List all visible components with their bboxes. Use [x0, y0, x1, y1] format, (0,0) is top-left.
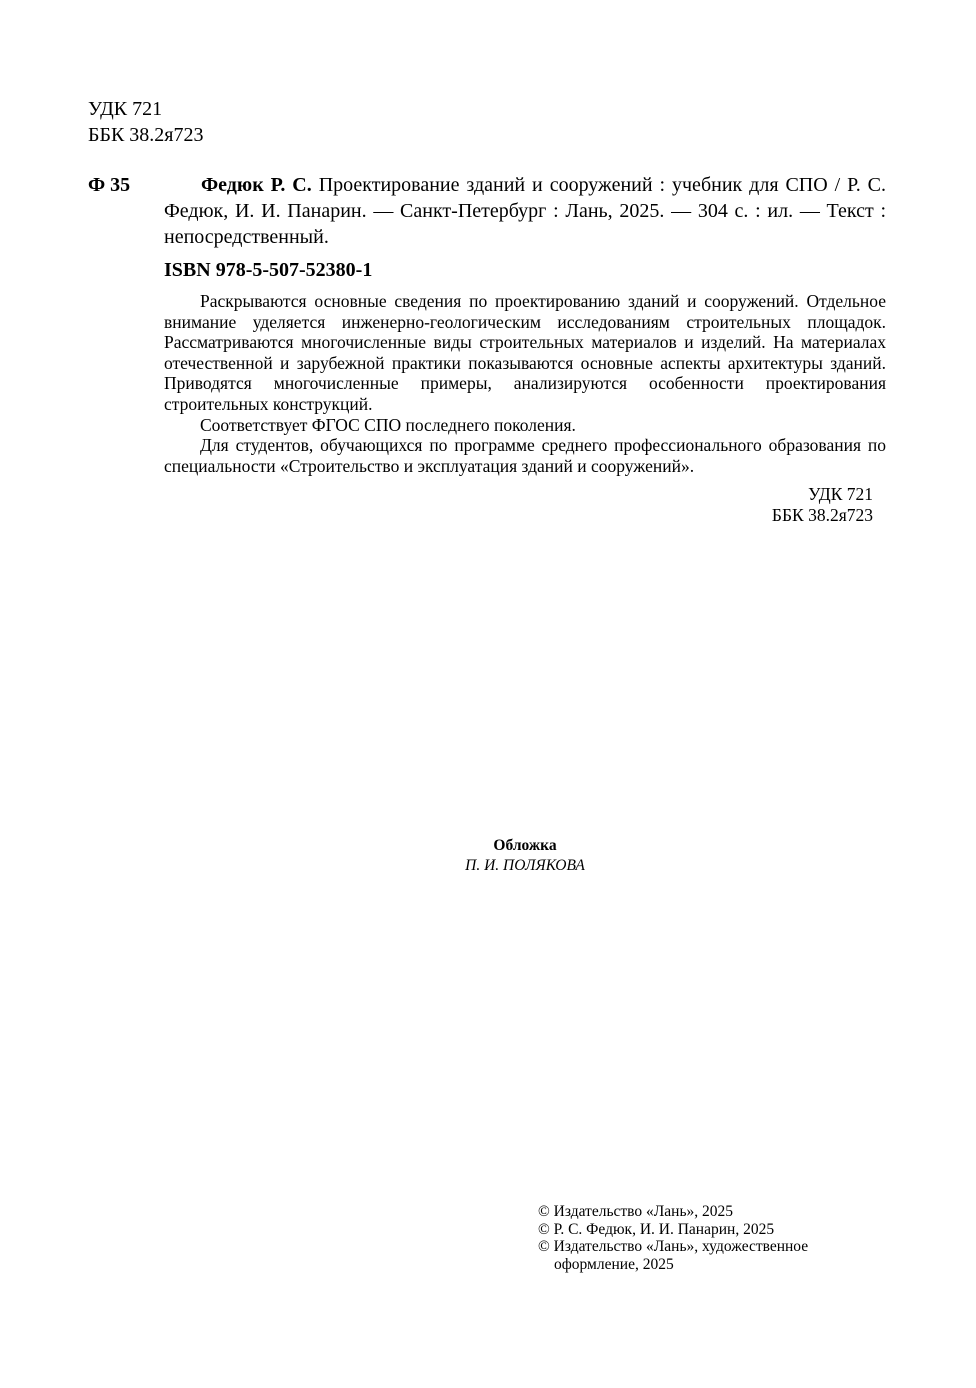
- isbn: ISBN 978-5-507-52380-1: [164, 259, 373, 281]
- udk-code: УДК 721: [808, 484, 873, 504]
- copyright-line: © Издательство «Лань», 2025: [538, 1203, 734, 1220]
- bbk-code: ББК 38.2я723: [88, 124, 204, 146]
- annotation-paragraph: Соответствует ФГОС СПО последнего поколения.: [200, 414, 576, 435]
- author-name: Федюк Р. С.: [201, 174, 312, 196]
- cover-credit: [400, 836, 650, 876]
- copyright-line: © Р. С. Федюк, И. И. Панарин, 2025: [538, 1220, 775, 1238]
- udk-code: УДК 721: [88, 98, 163, 120]
- copyright-line-continued: оформление, 2025: [554, 1255, 674, 1273]
- annotation: [164, 291, 886, 476]
- annotation-paragraph: Раскрываются основные сведения по проектированию зданий и сооружений. Отдельное внимание уделяется инженерно-геологическим исследованиям строительных площадок. Рассматриваются многочисленные виды строительных материалов и изделий. На материалах отечественной и зарубежной практики показываются основные аспекты архитектуры зданий. Приводятся многочисленные примеры, анализируются особенности проектирования строительных конструкций.: [164, 291, 886, 414]
- author-sign: Ф 35: [88, 174, 131, 196]
- annotation-paragraph: Для студентов, обучающихся по программе среднего профессионального образования по специальности «Строительство и эксплуатация зданий и сооружений».: [164, 435, 886, 476]
- classification-top: [88, 96, 204, 148]
- copyright-block: [538, 1203, 868, 1273]
- classification-right: [680, 484, 873, 526]
- copyright-line: © Издательство «Лань», художественное: [538, 1238, 809, 1255]
- bibliographic-record: [164, 172, 886, 250]
- cover-designer: П. И. ПОЛЯКОВА: [465, 857, 585, 874]
- cover-label: Обложка: [493, 837, 557, 854]
- record-description: Проектирование зданий и сооружений : учебник для СПО / Р. С. Федюк, И. И. Панарин. — Санкт-Петербург : Лань, 2025. — 304 с. : ил. — Текст : непосредственный.: [164, 174, 887, 248]
- bbk-code: ББК 38.2я723: [771, 505, 873, 525]
